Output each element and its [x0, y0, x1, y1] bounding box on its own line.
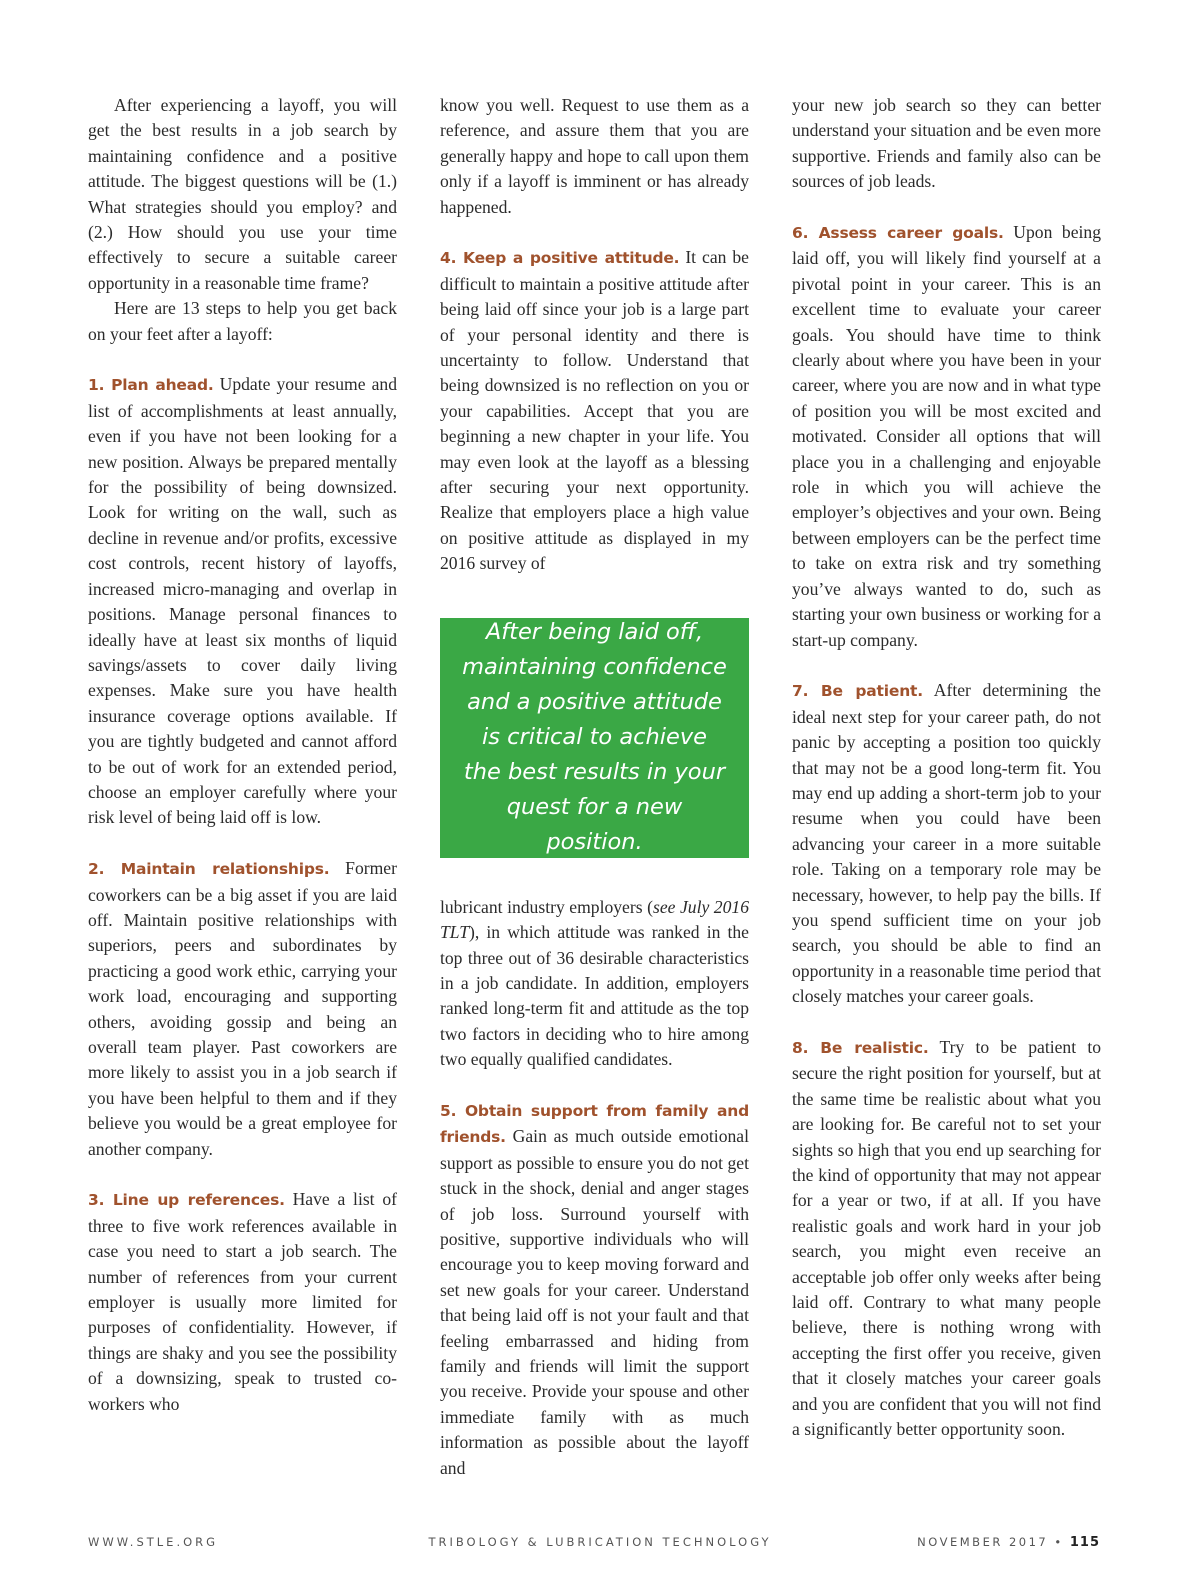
footer-publication: TRIBOLOGY & LUBRICATION TECHNOLOGY — [428, 1535, 772, 1549]
pull-quote: After being laid off, maintaining confidence and a positive attitude is critical to achieve the best results in your quest for a new position. — [440, 618, 749, 858]
step-2-heading: 2. Maintain relationships. — [88, 860, 330, 879]
step-8-heading: 8. Be realistic. — [792, 1038, 929, 1057]
intro-paragraph: After experiencing a layoff, you will get the best results in a job search by maintaining confidence and a positive attitude. The biggest questions will be (1.) What strategies should you employ? and (2.) How should you use your time effectively to secure a suitable career opportunity in a reasonable time frame? — [88, 95, 397, 293]
step-2-paragraph — [88, 856, 397, 1162]
step-5-body: Gain as much outside emotional support as possible to ensure you do not get stuck in the shock, denial and anger stages of job loss. Surround yourself with positive, supportive individuals who will encourage you to keep moving forward and set new goals for your career. Understand that being laid off is not your fault and that feeling embarrassed and hiding from family and friends will limit the support you receive. Provide your spouse and other immediate family with as much information as possible about the layoff and — [440, 1126, 749, 1478]
citation: see July 2016 TLT — [440, 896, 749, 943]
step-4-continued-text-b: ), in which attitude was ranked in the top three out of 36 desirable characteristics in a job candidate. In addition, employers ranked long-term fit and attitude as the top two factors in deciding who to hire among two equally qualified candidates. — [440, 922, 749, 1070]
step-8-body: Try to be patient to secure the right position for yourself, but at the same time be realistic about what you are looking for. Be careful not to set your sights so high that you end up searching for the kind of opportunity that may not appear for a year or two, if at all. If you have realistic goals and work hard in your job search, you might even receive an acceptable job offer only weeks after being laid off. Contrary to what many people believe, there is nothing wrong with accepting the first offer you receive, given that it closely matches your career goals and you are confident that you will not find a significantly better opportunity soon. — [792, 1036, 1102, 1440]
step-7-heading: 7. Be patient. — [792, 682, 923, 701]
step-4-continued-text-a: lubricant industry employers ( — [440, 896, 653, 917]
step-5-continued: your new job search so they can better understand your situation and be even more supportive. Friends and family also can be sources of job leads. — [792, 95, 1101, 192]
step-3-continued: know you well. Request to use them as a reference, and assure them that you are generally happy and hope to call upon them only if a layoff is imminent or has already happened. — [440, 95, 749, 217]
step-1-heading: 1. Plan ahead. — [88, 376, 214, 395]
step-2-body: Former coworkers can be a big asset if you are laid off. Maintain positive relationships with superiors, peers and subordinates by practicing a good work ethic, carrying your work load, encouraging and supporting others, avoiding gossip and being an overall team player. Past coworkers are more likely to assist you in a job search if you have been helpful to them and if they believe you would be a great employee for another company. — [88, 858, 397, 1159]
column-middle — [440, 93, 749, 1481]
step-3-body: Have a list of three to five work references available in case you need to start a job search. The number of references from your current employer is usually more limited for purposes of confidentiality. However, if things are shaky and you see the possibility of a downsizing, speak to trusted co-workers who — [88, 1189, 397, 1414]
page-number: 115 — [1069, 1535, 1100, 1550]
step-3-paragraph — [88, 1187, 397, 1417]
step-1-body: Update your resume and list of accomplishments at least annually, even if you have not been looking for a new position. Always be prepared mentally for the possibility of being downsized. Look for writing on the wall, such as decline in revenue and/or profits, excessive cost controls, recent history of layoffs, increased micro-managing and overlap in positions. Manage personal finances to ideally have at least six months of liquid savings/assets to cover daily living expenses. Make sure you have health insurance coverage options available. If you are tightly budgeted and cannot afford to be out of work for an extended period, choose an employer carefully where your risk level of being laid off is low. — [88, 374, 397, 828]
column-left — [88, 93, 397, 1417]
step-4-continued — [440, 895, 749, 1073]
footer-separator: • — [1054, 1535, 1064, 1549]
footer-month: NOVEMBER 2017 — [917, 1535, 1049, 1549]
step-8-paragraph — [792, 1035, 1101, 1443]
step-6-heading: 6. Assess career goals. — [792, 224, 1004, 243]
step-4-paragraph — [440, 245, 749, 576]
footer-issue — [917, 1535, 1100, 1550]
step-7-body: After determining the ideal next step for your career path, do not panic by accepting a position too quickly that may not be a good long-term fit. You may end up adding a short-term job to your resume when you could have been advancing your career in a more suitable role. Taking on a temporary role may be necessary, however, to help pay the bills. If you spend sufficient time on your job search, you should be able to find an opportunity in a reasonable time period that closely matches your career goals. — [792, 680, 1101, 1007]
step-4-body: It can be difficult to maintain a positive attitude after being laid off since your job is a large part of your personal identity and there is uncertainty to follow. Understand that being downsized is no reflection on you or your capabilities. Accept that you are beginning a new chapter in your life. You may even look at the layoff as a blessing after securing your next opportunity. Realize that employers place a high value on positive attitude as displayed in my 2016 survey of — [440, 247, 749, 574]
step-6-body: Upon being laid off, you will likely find yourself at a pivotal point in your career. This is an excellent time to evaluate your career goals. You should have time to think clearly about where you have been in your career, where you are now and in what type of position you will be most excited and motivated. Consider all options that will place you in a challenging and enjoyable role in which you will achieve the employer’s objectives and your own. Being between employers can be the perfect time to take on extra risk and try something you’ve always wanted to do, such as starting your own business or working for a start-up company. — [792, 222, 1101, 650]
column-right — [792, 93, 1101, 1442]
step-7-paragraph — [792, 678, 1101, 1009]
step-6-paragraph — [792, 220, 1101, 653]
step-1-paragraph — [88, 372, 397, 830]
step-4-heading: 4. Keep a positive attitude. — [440, 249, 680, 268]
step-5-paragraph — [440, 1098, 749, 1481]
step-5-heading: 5. Obtain support from family and friends. — [440, 1101, 749, 1147]
step-3-heading: 3. Line up references. — [88, 1191, 285, 1210]
intro-steps-paragraph: Here are 13 steps to help you get back on your feet after a layoff: — [88, 298, 397, 344]
footer-website: WWW.STLE.ORG — [88, 1535, 219, 1549]
